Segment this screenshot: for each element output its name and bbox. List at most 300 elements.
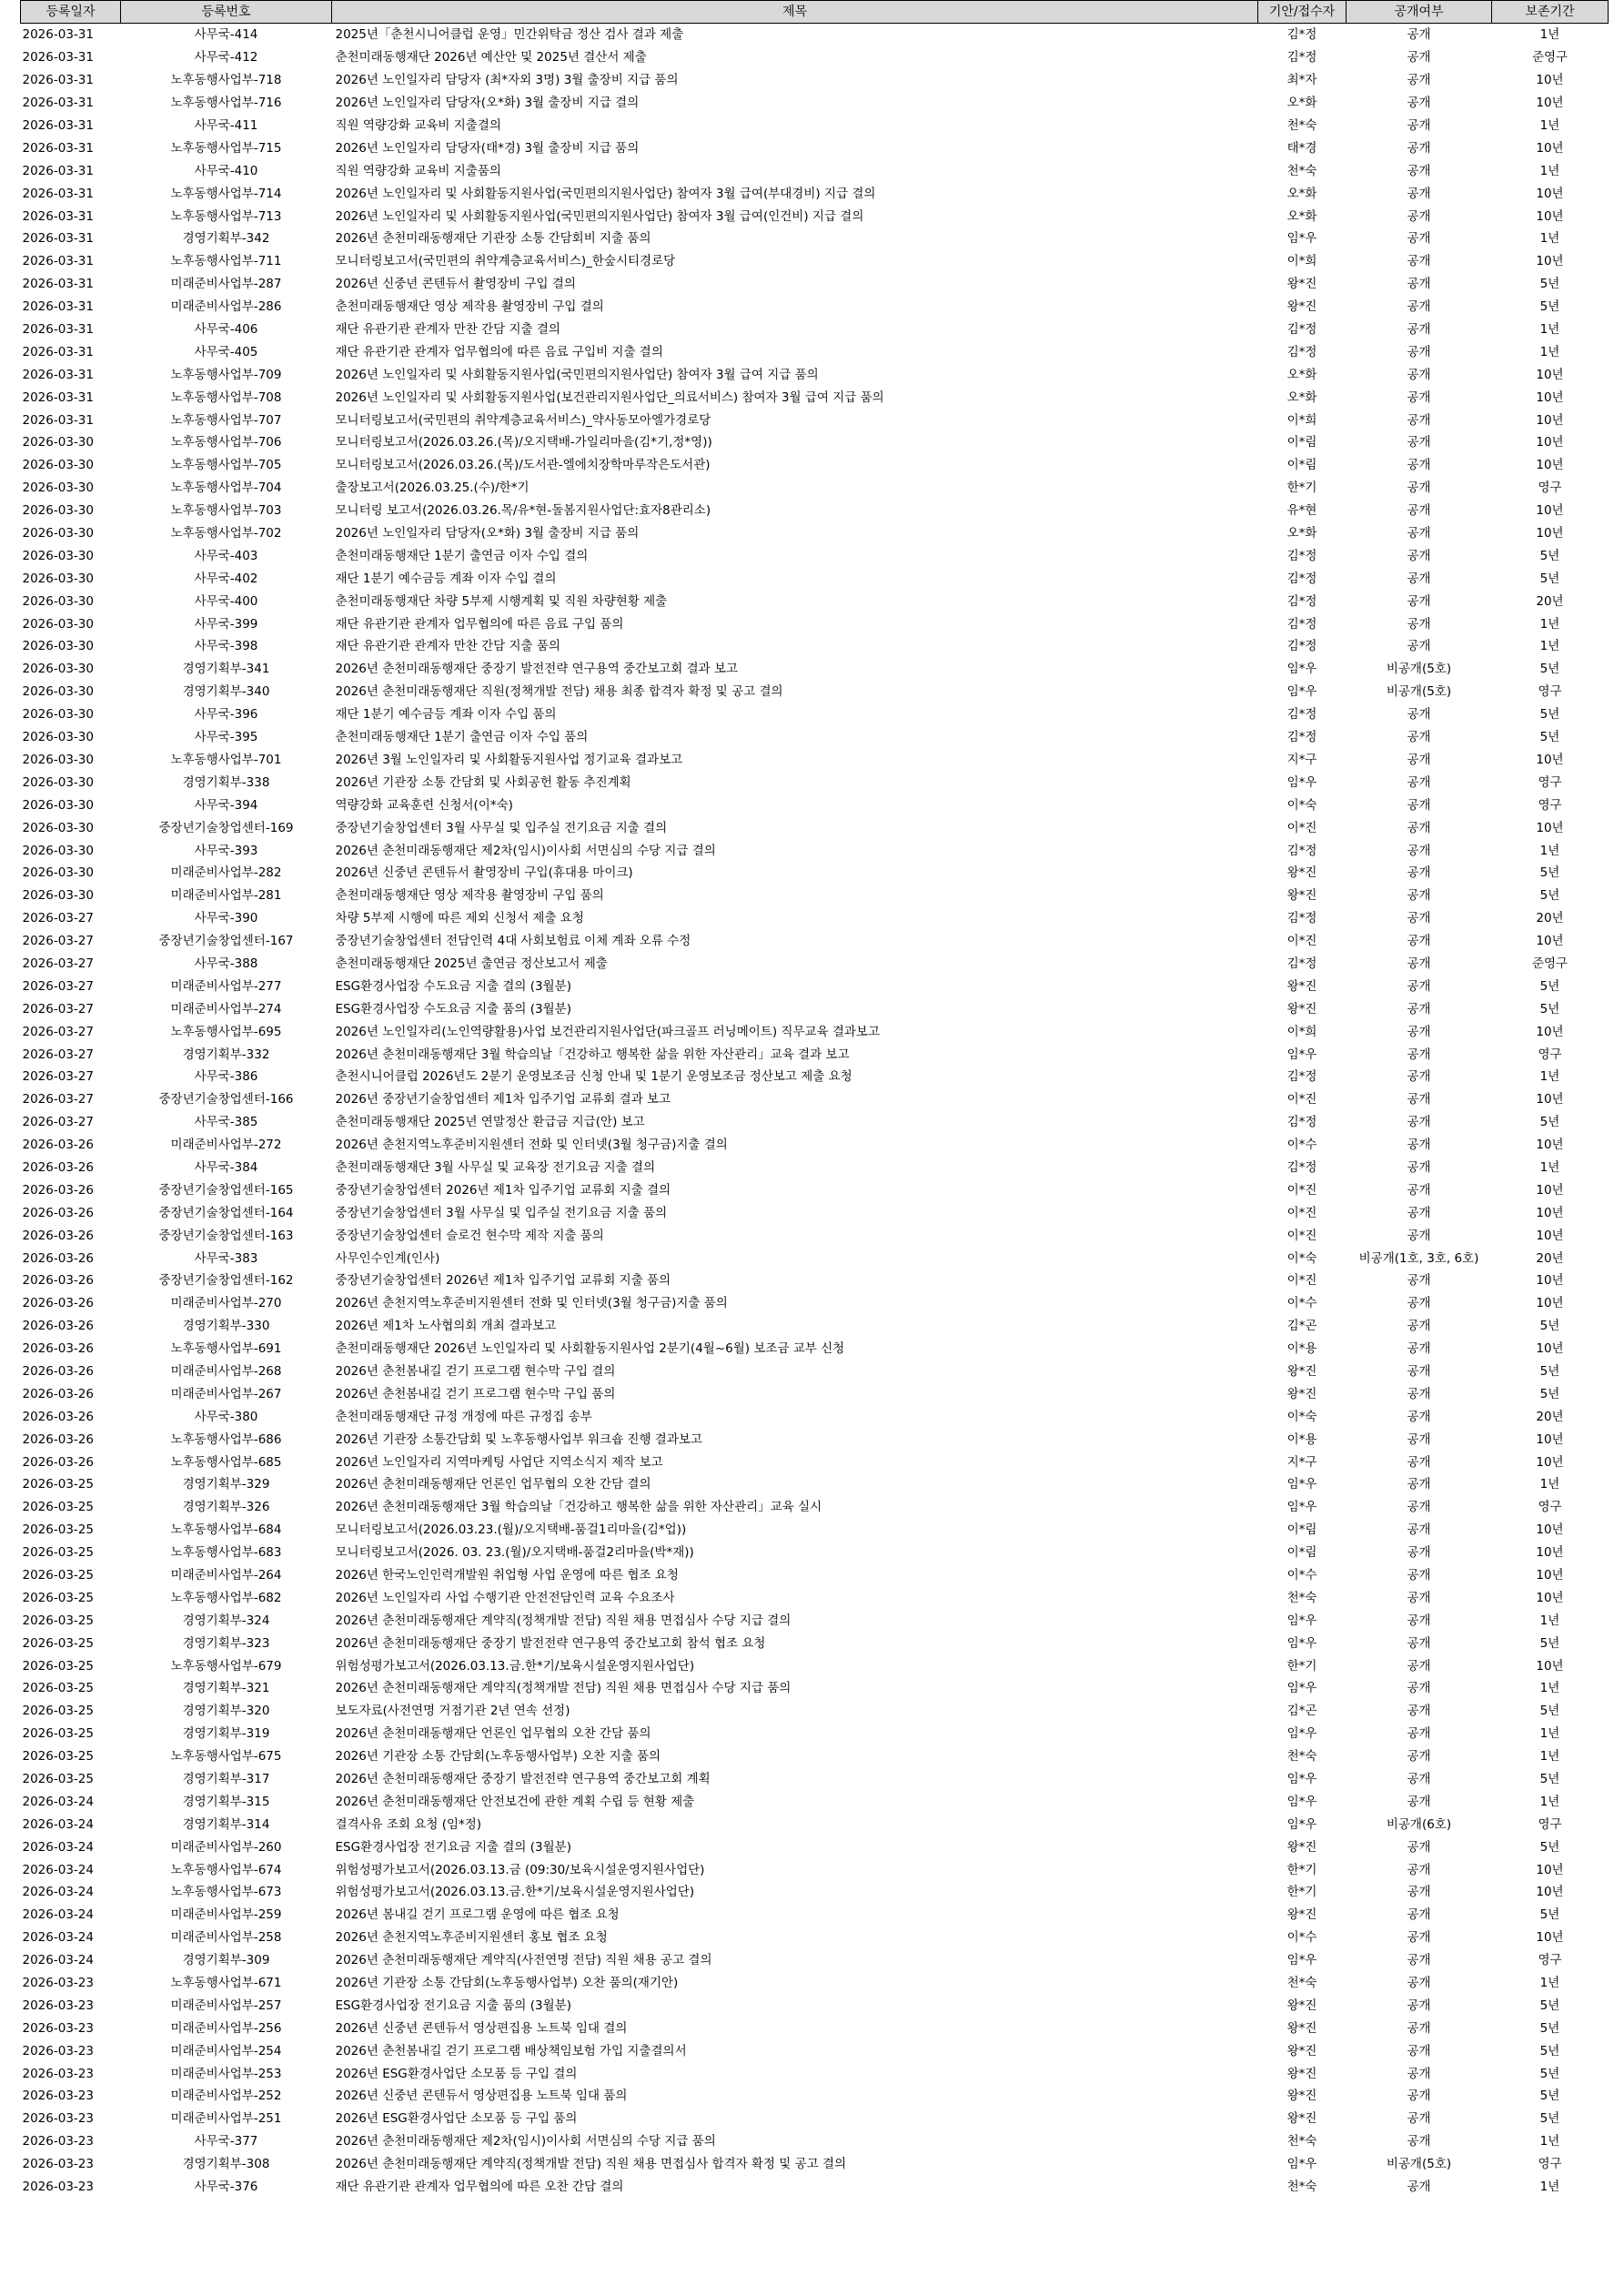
- cell-retention: 10년: [1536, 1658, 1564, 1674]
- cell-disclosure: 공개: [1407, 27, 1431, 43]
- cell-drafter: 오*화: [1286, 186, 1317, 201]
- table-row: [21, 409, 1609, 431]
- cell-retention: 5년: [1539, 2020, 1560, 2036]
- cell-disclosure: 공개: [1407, 503, 1431, 519]
- cell-drafter: 왕*진: [1286, 277, 1317, 292]
- cell-title: 모니터링보고서(2026.03.26.(목)/도서관-엘에치장학마루작은도서관): [335, 458, 711, 473]
- cell-disclosure: 공개: [1407, 1500, 1431, 1515]
- cell-number: 사무국-410: [194, 163, 258, 178]
- cell-drafter: 김*정: [1286, 616, 1317, 632]
- cell-title: 2026년 춘천지역노후준비지원센터 전화 및 인터넷(3월 청구금)지출 결의: [335, 1138, 728, 1153]
- cell-number: 노후동행사업부-683: [170, 1545, 282, 1561]
- cell-title: 2026년 춘천미래동행재단 중장기 발전전략 연구용역 중간보고회 결과 보고: [335, 662, 739, 677]
- cell-drafter: 오*화: [1286, 389, 1317, 405]
- cell-number: 노후동행사업부-707: [170, 412, 282, 428]
- cell-drafter: 임*우: [1286, 1726, 1317, 1742]
- cell-number: 사무국-414: [194, 27, 258, 43]
- cell-disclosure: 공개: [1407, 548, 1431, 563]
- table-row: [21, 1677, 1609, 1700]
- cell-date: 2026-03-30: [22, 865, 94, 881]
- table-row: [21, 2153, 1609, 2176]
- cell-drafter: 이*진: [1286, 820, 1317, 835]
- cell-drafter: 김*정: [1286, 344, 1317, 359]
- cell-date: 2026-03-25: [22, 1568, 94, 1583]
- cell-retention: 10년: [1536, 73, 1564, 88]
- cell-title: 2026년 봄내길 걷기 프로그램 운영에 따른 협조 요청: [335, 1907, 620, 1923]
- table-row: [21, 1405, 1609, 1428]
- table-row: [21, 1247, 1609, 1269]
- cell-date: 2026-03-26: [22, 1250, 94, 1266]
- cell-disclosure: 공개: [1407, 526, 1431, 541]
- cell-disclosure: 공개: [1407, 820, 1431, 835]
- cell-drafter: 김*정: [1286, 843, 1317, 858]
- table-row: [21, 1066, 1609, 1088]
- cell-date: 2026-03-31: [22, 299, 94, 315]
- cell-date: 2026-03-25: [22, 1613, 94, 1628]
- cell-disclosure: 공개: [1407, 1069, 1431, 1085]
- table-row: [21, 1020, 1609, 1043]
- cell-number: 사무국-393: [194, 843, 258, 858]
- cell-date: 2026-03-30: [22, 639, 94, 654]
- cell-number: 노후동행사업부-718: [170, 73, 282, 88]
- table-row: [21, 658, 1609, 681]
- cell-title: 춘천미래동행재단 규정 개정에 따른 규정집 송부: [335, 1409, 592, 1424]
- cell-date: 2026-03-26: [22, 1319, 94, 1334]
- cell-drafter: 이*림: [1286, 1522, 1317, 1538]
- cell-title: 중장년기술창업센터 2026년 제1차 입주기업 교류회 지출 품의: [335, 1273, 671, 1289]
- cell-date: 2026-03-27: [22, 1001, 94, 1017]
- cell-title: 2026년 춘천미래동행재단 3월 학습의날「건강하고 행복한 삶을 위한 자산관리」교육 결과 보고: [335, 1047, 850, 1062]
- table-row: [21, 386, 1609, 409]
- cell-disclosure: 공개: [1407, 1953, 1431, 1968]
- cell-retention: 1년: [1539, 1749, 1560, 1765]
- cell-date: 2026-03-30: [22, 503, 94, 519]
- cell-title: 2026년 노인일자리 및 사회활동지원사업(국민편의지원사업단) 참여자 3월 급여(인건비) 지급 결의: [335, 208, 864, 224]
- cell-disclosure: 공개: [1407, 1613, 1431, 1628]
- cell-drafter: 김*정: [1286, 27, 1317, 43]
- cell-title: 춘천미래동행재단 3월 사무실 및 교육장 전기요금 지출 결의: [335, 1159, 656, 1175]
- cell-retention: 5년: [1539, 1635, 1560, 1651]
- table-row: [21, 2176, 1609, 2199]
- cell-title: 재단 유관기관 관계자 만찬 간담 지출 결의: [335, 322, 560, 338]
- cell-number: 경영기획부-342: [182, 231, 270, 247]
- cell-date: 2026-03-23: [22, 2134, 94, 2149]
- cell-date: 2026-03-26: [22, 1228, 94, 1243]
- cell-date: 2026-03-31: [22, 140, 94, 156]
- cell-title: 춘천미래동행재단 차량 5부제 시행계획 및 직원 차량현황 제출: [335, 593, 668, 609]
- cell-number: 노후동행사업부-704: [170, 480, 282, 496]
- cell-drafter: 이*림: [1286, 1545, 1317, 1561]
- cell-retention: 10년: [1536, 254, 1564, 269]
- cell-number: 사무국-411: [194, 118, 258, 133]
- cell-disclosure: 공개: [1407, 458, 1431, 473]
- cell-date: 2026-03-26: [22, 1363, 94, 1379]
- cell-date: 2026-03-24: [22, 1794, 94, 1809]
- cell-drafter: 임*우: [1286, 1613, 1317, 1628]
- cell-title: 춘천미래동행재단 영상 제작용 촬영장비 구입 품의: [335, 888, 604, 904]
- cell-retention: 5년: [1539, 2066, 1560, 2081]
- cell-retention: 10년: [1536, 820, 1564, 835]
- cell-title: 2026년 춘천미래동행재단 3월 학습의날「건강하고 행복한 삶을 위한 자산관리」교육 실시: [335, 1500, 822, 1515]
- cell-title: 2026년 신중년 콘텐듀서 영상편집용 노트북 임대 품의: [335, 2089, 628, 2104]
- cell-retention: 10년: [1536, 752, 1564, 767]
- cell-title: 재단 유관기관 관계자 업무협의에 따른 음료 구입 품의: [335, 616, 624, 632]
- cell-drafter: 이*진: [1286, 1182, 1317, 1198]
- cell-disclosure: 공개: [1407, 96, 1431, 111]
- table-row: [21, 454, 1609, 477]
- cell-drafter: 최*자: [1286, 73, 1317, 88]
- cell-retention: 10년: [1536, 96, 1564, 111]
- cell-retention: 5년: [1539, 277, 1560, 292]
- cell-title: 2026년 노인일자리 담당자(태*경) 3월 출장비 지급 품의: [335, 140, 640, 156]
- cell-date: 2026-03-26: [22, 1454, 94, 1470]
- cell-drafter: 왕*진: [1286, 299, 1317, 315]
- cell-retention: 10년: [1536, 412, 1564, 428]
- table-row: [21, 205, 1609, 228]
- table-row: [21, 1790, 1609, 1813]
- cell-number: 사무국-406: [194, 322, 258, 338]
- cell-number: 노후동행사업부-715: [170, 140, 282, 156]
- cell-retention: 5년: [1539, 1907, 1560, 1923]
- cell-date: 2026-03-27: [22, 934, 94, 949]
- cell-title: 직원 역량강화 교육비 지출결의: [335, 118, 501, 133]
- cell-title: 중장년기술창업센터 슬로건 현수막 제작 지출 품의: [335, 1228, 604, 1243]
- cell-date: 2026-03-25: [22, 1681, 94, 1696]
- cell-retention: 5년: [1539, 707, 1560, 723]
- cell-title: ESG환경사업장 전기요금 지출 품의 (3월분): [335, 1998, 571, 2013]
- cell-date: 2026-03-30: [22, 435, 94, 450]
- cell-title: 2026년 노인일자리 담당자(오*화) 3월 출장비 지급 결의: [335, 96, 640, 111]
- cell-title: ESG환경사업장 수도요금 지출 품의 (3월분): [335, 1001, 571, 1017]
- cell-number: 노후동행사업부-709: [170, 367, 282, 382]
- cell-title: 2026년 제1차 노사협의회 개최 결과보고: [335, 1319, 557, 1334]
- cell-retention: 5년: [1539, 1319, 1560, 1334]
- table-row: [21, 1768, 1609, 1791]
- table-row: [21, 635, 1609, 658]
- cell-retention: 1년: [1539, 231, 1560, 247]
- cell-drafter: 김*정: [1286, 956, 1317, 971]
- table-row: [21, 1338, 1609, 1360]
- cell-disclosure: 공개: [1407, 208, 1431, 224]
- cell-disclosure: 공개: [1407, 571, 1431, 586]
- table-row: [21, 749, 1609, 772]
- cell-title: 2026년 춘천봄내길 걷기 프로그램 배상책임보험 가입 지출결의서: [335, 2043, 687, 2058]
- header-retention: 보존기간: [1492, 1, 1609, 24]
- cell-retention: 5년: [1539, 888, 1560, 904]
- cell-drafter: 이*숙: [1286, 1409, 1317, 1424]
- table-row: [21, 816, 1609, 839]
- cell-retention: 10년: [1536, 367, 1564, 382]
- cell-number: 미래준비사업부-286: [170, 299, 282, 315]
- cell-retention: 10년: [1536, 1590, 1564, 1605]
- cell-date: 2026-03-26: [22, 1182, 94, 1198]
- cell-title: 2025년「춘천시니어클럽 운영」민간위탁금 정산 검사 결과 제출: [335, 27, 684, 43]
- cell-number: 사무국-377: [194, 2134, 258, 2149]
- cell-title: 재단 유관기관 관계자 만찬 간담 지출 품의: [335, 639, 560, 654]
- cell-disclosure: 공개: [1407, 865, 1431, 881]
- table-row: [21, 1904, 1609, 1927]
- cell-title: 2026년 춘천봄내길 걷기 프로그램 현수막 구입 결의: [335, 1363, 616, 1379]
- cell-title: 2026년 노인일자리 지역마케팅 사업단 지역소식지 제작 보고: [335, 1454, 663, 1470]
- cell-retention: 5년: [1539, 978, 1560, 994]
- table-row: [21, 1451, 1609, 1473]
- cell-drafter: 이*림: [1286, 435, 1317, 450]
- table-row: [21, 363, 1609, 386]
- table-row: [21, 115, 1609, 137]
- cell-retention: 5년: [1539, 1363, 1560, 1379]
- cell-retention: 5년: [1539, 1772, 1560, 1787]
- cell-date: 2026-03-31: [22, 367, 94, 382]
- cell-retention: 1년: [1539, 2180, 1560, 2195]
- cell-date: 2026-03-31: [22, 389, 94, 405]
- table-row: [21, 1360, 1609, 1383]
- cell-drafter: 이*숙: [1286, 797, 1317, 813]
- cell-disclosure: 비공개(5호): [1386, 662, 1452, 677]
- cell-date: 2026-03-25: [22, 1500, 94, 1515]
- cell-disclosure: 공개: [1407, 118, 1431, 133]
- table-row: [21, 1088, 1609, 1111]
- cell-retention: 1년: [1539, 1794, 1560, 1809]
- cell-disclosure: 공개: [1407, 344, 1431, 359]
- cell-title: 춘천미래동행재단 영상 제작용 촬영장비 구입 결의: [335, 299, 604, 315]
- cell-title: 2026년 노인일자리(노인역량활용)사업 보건관리지원사업단(파크골프 러닝메이트) 직무교육 결과보고: [335, 1024, 881, 1039]
- cell-number: 사무국-398: [194, 639, 258, 654]
- table-row: [21, 1178, 1609, 1201]
- cell-number: 노후동행사업부-679: [170, 1658, 282, 1674]
- cell-date: 2026-03-31: [22, 96, 94, 111]
- cell-drafter: 이*림: [1286, 458, 1317, 473]
- cell-number: 경영기획부-332: [182, 1047, 270, 1062]
- cell-number: 미래준비사업부-287: [170, 277, 282, 292]
- cell-drafter: 오*화: [1286, 526, 1317, 541]
- cell-title: 2026년 한국노인인력개발원 취업형 사업 운영에 따른 협조 요청: [335, 1568, 679, 1583]
- cell-disclosure: 공개: [1407, 389, 1431, 405]
- cell-title: 보도자료(사전연명 거점기관 2년 연속 선정): [335, 1704, 570, 1719]
- table-row: [21, 2085, 1609, 2108]
- cell-title: 춘천미래동행재단 2026년 노인일자리 및 사회활동지원사업 2분기(4월~6월) 보조금 교부 신청: [335, 1341, 845, 1357]
- cell-title: 모니터링보고서(2026.03.26.(목)/오지택배-가일리마을(김*기,정*영)): [335, 435, 712, 450]
- cell-drafter: 김*곤: [1286, 1704, 1317, 1719]
- cell-title: 위험성평가보고서(2026.03.13.금 (09:30/보육시설운영지원사업단): [335, 1862, 705, 1877]
- cell-title: 2026년 ESG환경사업단 소모품 등 구입 품의: [335, 2111, 578, 2127]
- cell-title: 2026년 춘천미래동행재단 계약직(정책개발 전담) 직원 채용 면접심사 합격자 확정 및 공고 결의: [335, 2157, 847, 2172]
- cell-date: 2026-03-30: [22, 752, 94, 767]
- cell-drafter: 이*희: [1286, 254, 1317, 269]
- cell-disclosure: 공개: [1407, 1477, 1431, 1492]
- cell-number: 노후동행사업부-695: [170, 1024, 282, 1039]
- cell-number: 경영기획부-309: [182, 1953, 270, 1968]
- table-row: [21, 567, 1609, 590]
- cell-number: 미래준비사업부-260: [170, 1839, 282, 1855]
- cell-number: 노후동행사업부-685: [170, 1454, 282, 1470]
- cell-date: 2026-03-31: [22, 208, 94, 224]
- cell-retention: 10년: [1536, 1454, 1564, 1470]
- cell-date: 2026-03-30: [22, 843, 94, 858]
- cell-drafter: 이*진: [1286, 934, 1317, 949]
- cell-number: 노후동행사업부-686: [170, 1431, 282, 1447]
- cell-retention: 10년: [1536, 1862, 1564, 1877]
- table-row: [21, 975, 1609, 997]
- cell-date: 2026-03-27: [22, 911, 94, 926]
- cell-retention: 1년: [1539, 322, 1560, 338]
- cell-title: 춘천미래동행재단 1분기 출연금 이자 수입 품의: [335, 730, 589, 745]
- table-row: [21, 1972, 1609, 1995]
- cell-number: 미래준비사업부-282: [170, 865, 282, 881]
- cell-date: 2026-03-30: [22, 480, 94, 496]
- cell-date: 2026-03-27: [22, 1092, 94, 1108]
- cell-title: 중장년기술창업센터 전담인력 4대 사회보험료 이체 계좌 오류 수정: [335, 934, 691, 949]
- cell-disclosure: 공개: [1407, 730, 1431, 745]
- cell-date: 2026-03-25: [22, 1772, 94, 1787]
- cell-drafter: 왕*진: [1286, 2111, 1317, 2127]
- cell-retention: 1년: [1539, 1726, 1560, 1742]
- cell-title: 2026년 춘천지역노후준비지원센터 전화 및 인터넷(3월 청구금)지출 품의: [335, 1296, 728, 1311]
- cell-retention: 1년: [1539, 616, 1560, 632]
- cell-number: 경영기획부-324: [182, 1613, 270, 1628]
- cell-retention: 5년: [1539, 299, 1560, 315]
- cell-drafter: 김*정: [1286, 571, 1317, 586]
- cell-drafter: 한*기: [1286, 1658, 1317, 1674]
- cell-date: 2026-03-31: [22, 118, 94, 133]
- cell-disclosure: 공개: [1407, 752, 1431, 767]
- cell-number: 노후동행사업부-671: [170, 1976, 282, 1991]
- cell-number: 사무국-385: [194, 1115, 258, 1130]
- cell-date: 2026-03-30: [22, 820, 94, 835]
- cell-drafter: 이*진: [1286, 1273, 1317, 1289]
- cell-date: 2026-03-30: [22, 774, 94, 790]
- table-row: [21, 69, 1609, 92]
- header-disclosure: 공개여부: [1347, 1, 1492, 24]
- header-date: 등록일자: [21, 1, 121, 24]
- table-row: [21, 1632, 1609, 1654]
- cell-disclosure: 공개: [1407, 2020, 1431, 2036]
- cell-drafter: 임*우: [1286, 2157, 1317, 2172]
- cell-date: 2026-03-25: [22, 1749, 94, 1765]
- cell-disclosure: 공개: [1407, 978, 1431, 994]
- cell-retention: 영구: [1538, 1953, 1562, 1968]
- table-row: [21, 1315, 1609, 1338]
- cell-drafter: 김*정: [1286, 1115, 1317, 1130]
- cell-retention: 5년: [1539, 1115, 1560, 1130]
- cell-drafter: 천*숙: [1286, 2180, 1317, 2195]
- cell-title: 2026년 신중년 콘텐듀서 촬영장비 구입(휴대용 마이크): [335, 865, 633, 881]
- cell-date: 2026-03-30: [22, 616, 94, 632]
- cell-date: 2026-03-23: [22, 2066, 94, 2081]
- cell-date: 2026-03-31: [22, 322, 94, 338]
- cell-number: 경영기획부-317: [182, 1772, 270, 1787]
- table-row: [21, 2130, 1609, 2153]
- cell-title: 2026년 춘천지역노후준비지원센터 홍보 협조 요청: [335, 1930, 608, 1946]
- cell-drafter: 임*우: [1286, 231, 1317, 247]
- table-row: [21, 1564, 1609, 1587]
- cell-number: 경영기획부-321: [182, 1681, 270, 1696]
- cell-drafter: 천*숙: [1286, 118, 1317, 133]
- cell-date: 2026-03-25: [22, 1635, 94, 1651]
- cell-disclosure: 공개: [1407, 1907, 1431, 1923]
- cell-disclosure: 공개: [1407, 1635, 1431, 1651]
- cell-number: 미래준비사업부-257: [170, 1998, 282, 2013]
- cell-retention: 준영구: [1531, 956, 1569, 971]
- cell-drafter: 김*정: [1286, 1069, 1317, 1085]
- cell-number: 미래준비사업부-268: [170, 1363, 282, 1379]
- cell-retention: 5년: [1539, 730, 1560, 745]
- cell-retention: 1년: [1539, 344, 1560, 359]
- cell-date: 2026-03-25: [22, 1658, 94, 1674]
- cell-drafter: 왕*진: [1286, 2043, 1317, 2058]
- cell-drafter: 김*정: [1286, 707, 1317, 723]
- cell-disclosure: 공개: [1407, 1319, 1431, 1334]
- table-row: [21, 1723, 1609, 1745]
- cell-retention: 1년: [1539, 639, 1560, 654]
- cell-date: 2026-03-31: [22, 254, 94, 269]
- cell-drafter: 임*우: [1286, 774, 1317, 790]
- cell-date: 2026-03-31: [22, 231, 94, 247]
- cell-number: 경영기획부-315: [182, 1794, 270, 1809]
- cell-disclosure: 공개: [1407, 2111, 1431, 2127]
- table-row: [21, 1949, 1609, 1972]
- cell-retention: 1년: [1539, 843, 1560, 858]
- cell-disclosure: 공개: [1407, 911, 1431, 926]
- cell-retention: 10년: [1536, 186, 1564, 201]
- table-row: [21, 1927, 1609, 1949]
- cell-date: 2026-03-23: [22, 2020, 94, 2036]
- cell-title: ESG환경사업장 수도요금 지출 결의 (3월분): [335, 978, 571, 994]
- cell-date: 2026-03-23: [22, 2180, 94, 2195]
- cell-drafter: 임*우: [1286, 684, 1317, 700]
- table-row: [21, 296, 1609, 319]
- cell-disclosure: 공개: [1407, 1726, 1431, 1742]
- table-row: [21, 137, 1609, 159]
- table-row: [21, 159, 1609, 182]
- table-row: [21, 907, 1609, 930]
- table-row: [21, 1201, 1609, 1224]
- cell-title: 모니터링보고서(2026.03.23.(월)/오지택배-품걸1리마을(김*업)): [335, 1522, 687, 1538]
- cell-drafter: 오*화: [1286, 208, 1317, 224]
- cell-retention: 1년: [1539, 1159, 1560, 1175]
- table-row: [21, 1157, 1609, 1179]
- cell-title: 2026년 노인일자리 담당자 (최*자외 3명) 3월 출장비 지급 품의: [335, 73, 679, 88]
- cell-retention: 5년: [1539, 548, 1560, 563]
- cell-disclosure: 공개: [1407, 254, 1431, 269]
- cell-drafter: 이*진: [1286, 1228, 1317, 1243]
- cell-disclosure: 공개: [1407, 1182, 1431, 1198]
- cell-drafter: 김*정: [1286, 593, 1317, 609]
- cell-disclosure: 공개: [1407, 797, 1431, 813]
- cell-date: 2026-03-26: [22, 1431, 94, 1447]
- cell-title: 2026년 춘천미래동행재단 계약직(정책개발 전담) 직원 채용 면접심사 수당 지급 결의: [335, 1613, 792, 1628]
- cell-retention: 10년: [1536, 503, 1564, 519]
- cell-date: 2026-03-27: [22, 1047, 94, 1062]
- cell-disclosure: 공개: [1407, 1205, 1431, 1220]
- cell-disclosure: 공개: [1407, 1228, 1431, 1243]
- cell-title: ESG환경사업장 전기요금 지출 결의 (3월분): [335, 1839, 571, 1855]
- table-row: [21, 1473, 1609, 1496]
- cell-title: 2026년 춘천미래동행재단 기관장 소통 간담회비 지출 품의: [335, 231, 651, 247]
- cell-drafter: 지*구: [1286, 1454, 1317, 1470]
- cell-retention: 10년: [1536, 1205, 1564, 1220]
- cell-number: 노후동행사업부-706: [170, 435, 282, 450]
- cell-number: 사무국-402: [194, 571, 258, 586]
- cell-drafter: 김*곤: [1286, 1319, 1317, 1334]
- cell-disclosure: 공개: [1407, 231, 1431, 247]
- cell-disclosure: 비공개(6호): [1386, 1816, 1452, 1832]
- cell-drafter: 왕*진: [1286, 2020, 1317, 2036]
- cell-date: 2026-03-27: [22, 1024, 94, 1039]
- table-row: [21, 92, 1609, 115]
- cell-disclosure: 공개: [1407, 299, 1431, 315]
- cell-drafter: 김*정: [1286, 548, 1317, 563]
- cell-disclosure: 공개: [1407, 140, 1431, 156]
